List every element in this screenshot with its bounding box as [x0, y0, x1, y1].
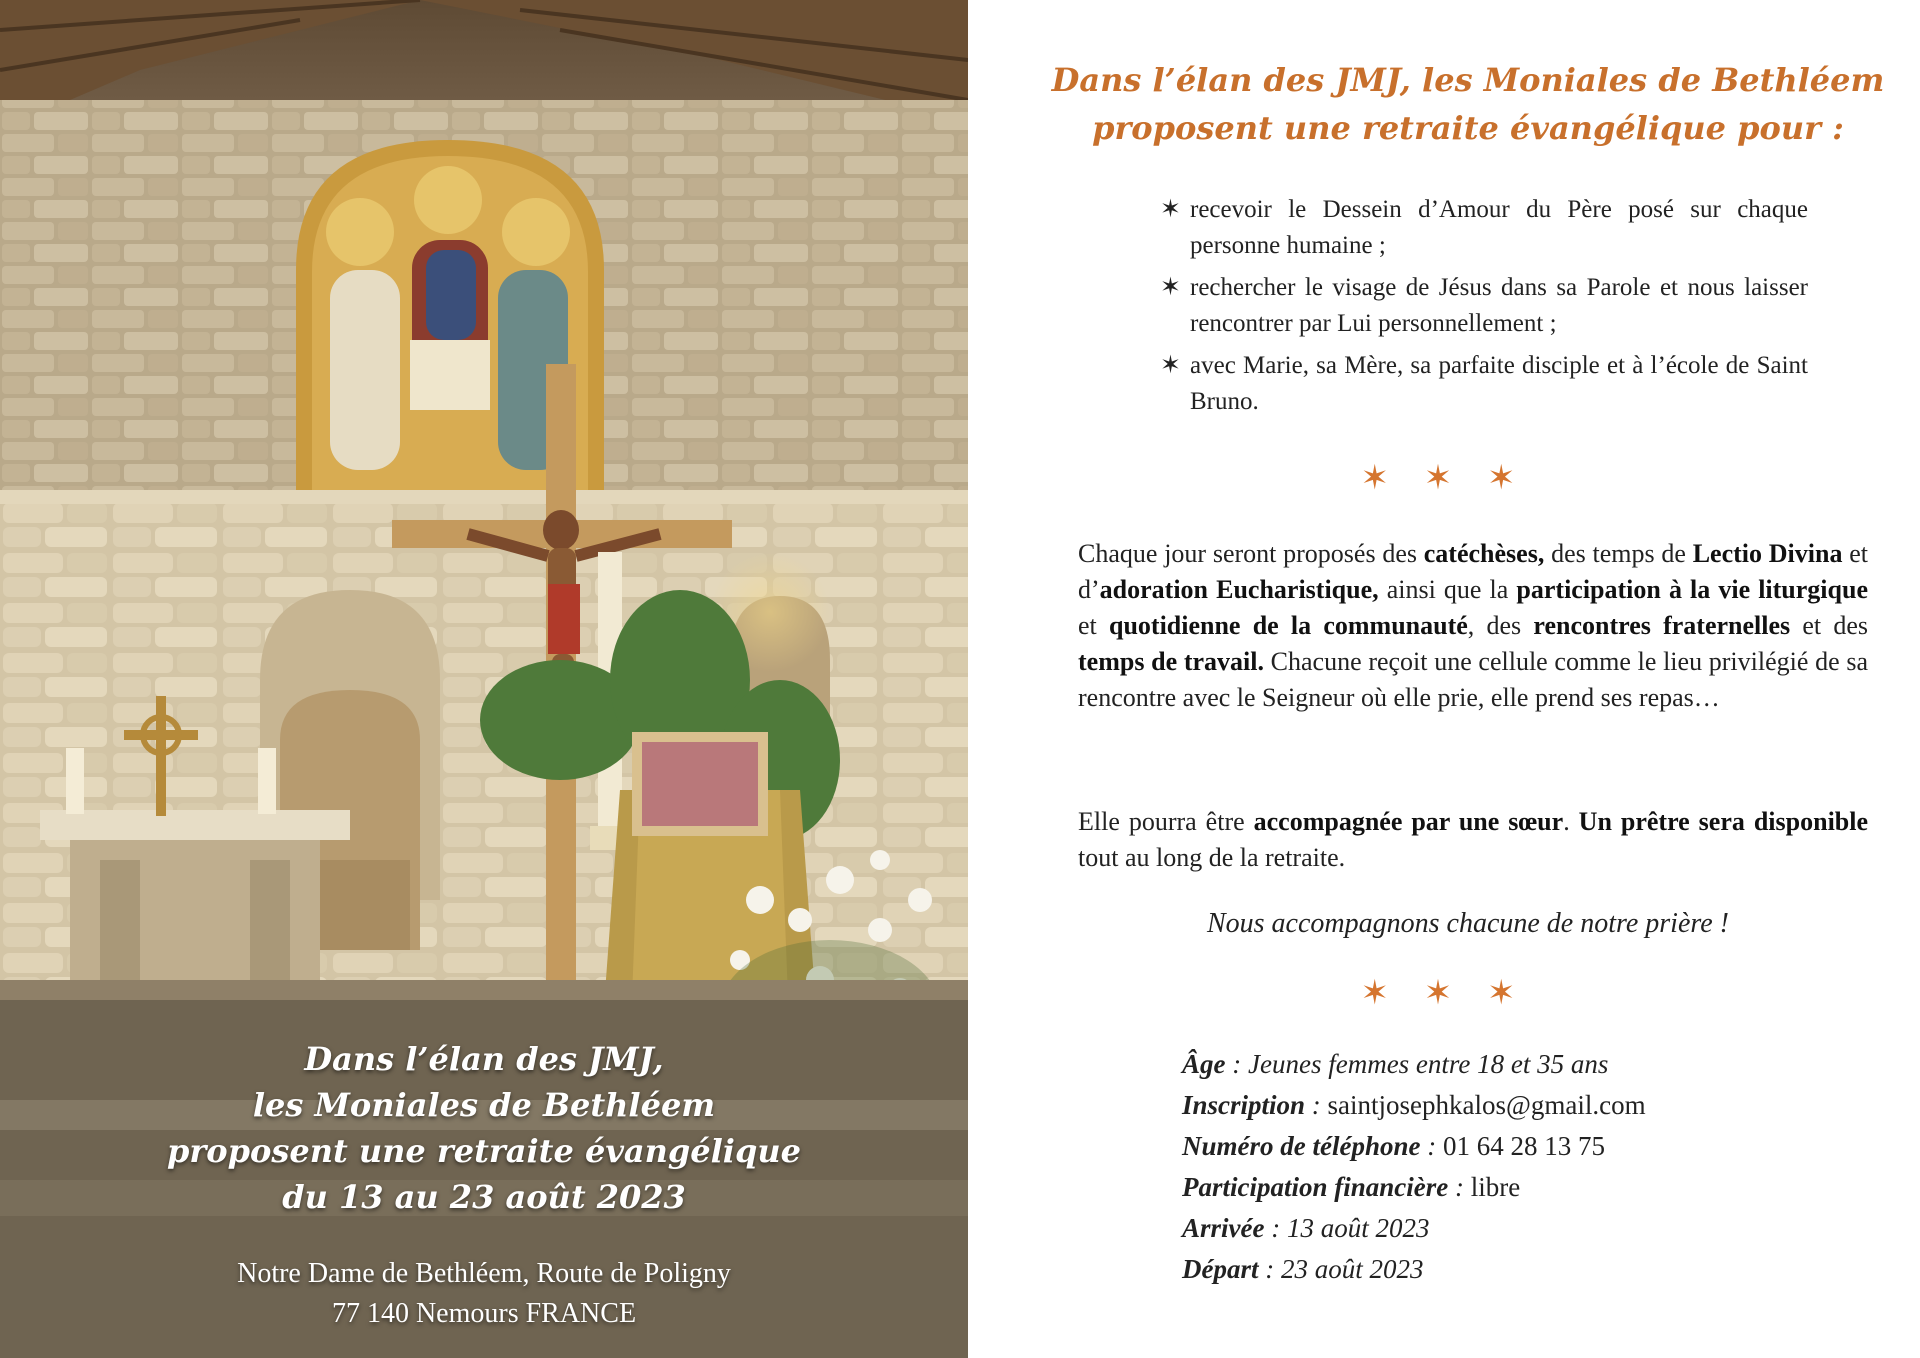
detail-value: 23 août 2023: [1281, 1254, 1424, 1284]
text: tout au long de la retraite.: [1078, 843, 1346, 872]
address-line: 77 140 Nemours FRANCE: [331, 1298, 637, 1329]
list-item: [1160, 192, 1808, 264]
separator: :: [1305, 1090, 1328, 1120]
bold-text: adoration Eucharistique,: [1099, 575, 1379, 604]
star-ornament-divider: ✶ ✶ ✶: [1360, 458, 1528, 498]
heading-line-1: Dans l’élan des JMJ, les Moniales de Bethléem: [1051, 61, 1885, 99]
bold-text: Lectio Divina: [1692, 539, 1843, 568]
bold-text: quotidienne de la communauté: [1108, 611, 1468, 640]
detail-row-inscription: [1182, 1085, 1862, 1126]
text: .: [1563, 807, 1579, 836]
list-item-text: avec Marie, sa Mère, sa parfaite disciple et à l’école de Saint Bruno.: [1190, 352, 1808, 415]
caption-line: les Moniales de Bethléem: [252, 1086, 716, 1124]
list-item: [1160, 270, 1808, 342]
practical-details: [1182, 1044, 1862, 1290]
detail-row-arrival: [1182, 1208, 1862, 1249]
detail-row-departure: [1182, 1249, 1862, 1290]
caption-line: Dans l’élan des JMJ,: [304, 1040, 664, 1078]
program-paragraph: [1078, 536, 1868, 716]
detail-label: Inscription: [1182, 1090, 1306, 1120]
detail-label: Numéro de téléphone: [1182, 1131, 1421, 1161]
caption-line: proposent une retraite évangélique: [167, 1132, 801, 1170]
bold-text: accompagnée par une sœur: [1253, 807, 1564, 836]
detail-value: libre: [1470, 1172, 1521, 1202]
six-point-star-icon: ✶: [1160, 352, 1181, 379]
bold-text: participation à la vie liturgique: [1516, 575, 1868, 604]
list-item-text: rechercher le visage de Jésus dans sa Parole et nous laisser rencontrer par Lui personnellement ;: [1190, 274, 1808, 337]
photo-caption-address: [0, 1254, 968, 1334]
six-point-star-icon: ✶: [1160, 196, 1181, 223]
separator: :: [1420, 1131, 1443, 1161]
detail-label: Arrivée: [1182, 1213, 1265, 1243]
goals-list: [1160, 192, 1808, 426]
heading-line-2: proposent une retraite évangélique pour :: [1092, 109, 1844, 147]
address-line: Notre Dame de Bethléem, Route de Poligny: [237, 1258, 731, 1289]
separator: :: [1258, 1254, 1281, 1284]
detail-value: Jeunes femmes entre 18 et 35 ans: [1248, 1049, 1609, 1079]
separator: :: [1448, 1172, 1471, 1202]
bold-text: catéchèses,: [1423, 539, 1545, 568]
detail-row-age: [1182, 1044, 1862, 1085]
detail-row-phone: [1182, 1126, 1862, 1167]
text: , des: [1467, 611, 1534, 640]
bold-text: temps de travail.: [1078, 647, 1264, 676]
text-panel: [968, 0, 1920, 1358]
detail-value: 13 août 2023: [1286, 1213, 1430, 1243]
email-link[interactable]: saintjosephkalos@gmail.com: [1327, 1090, 1646, 1120]
bold-text: rencontres fraternelles: [1533, 611, 1791, 640]
text: ainsi que la: [1378, 575, 1517, 604]
closing-line: Nous accompagnons chacune de notre prière !: [1206, 908, 1730, 939]
text: et: [1078, 611, 1109, 640]
text: et des: [1790, 611, 1869, 640]
detail-label: Départ: [1182, 1254, 1259, 1284]
caption-line: du 13 au 23 août 2023: [282, 1178, 686, 1216]
six-point-star-icon: ✶: [1160, 274, 1181, 301]
text: Elle pourra être: [1078, 807, 1254, 836]
separator: :: [1264, 1213, 1287, 1243]
bold-text: Un prêtre sera disponible: [1578, 807, 1869, 836]
accompaniment-paragraph: [1078, 804, 1868, 876]
list-item: [1160, 348, 1808, 420]
text: Chacune reçoit une cellule comme le lieu privilégié de sa rencontre avec le Seigneur où elle prie, elle prend ses repas…: [1078, 647, 1868, 712]
detail-label: Âge: [1182, 1049, 1226, 1079]
detail-row-fee: [1182, 1167, 1862, 1208]
star-ornament-divider: ✶ ✶ ✶: [1360, 973, 1528, 1013]
text: des temps de: [1544, 539, 1693, 568]
phone-number[interactable]: 01 64 28 13 75: [1442, 1131, 1605, 1161]
text: Chaque jour seront proposés des: [1078, 539, 1424, 568]
heading: [1028, 56, 1908, 152]
text: et d’: [1078, 539, 1868, 604]
list-item-text: recevoir le Dessein d’Amour du Père posé sur chaque personne humaine ;: [1190, 196, 1808, 259]
detail-label: Participation financière: [1182, 1172, 1449, 1202]
separator: :: [1225, 1049, 1248, 1079]
photo-caption-title: [0, 1036, 968, 1220]
